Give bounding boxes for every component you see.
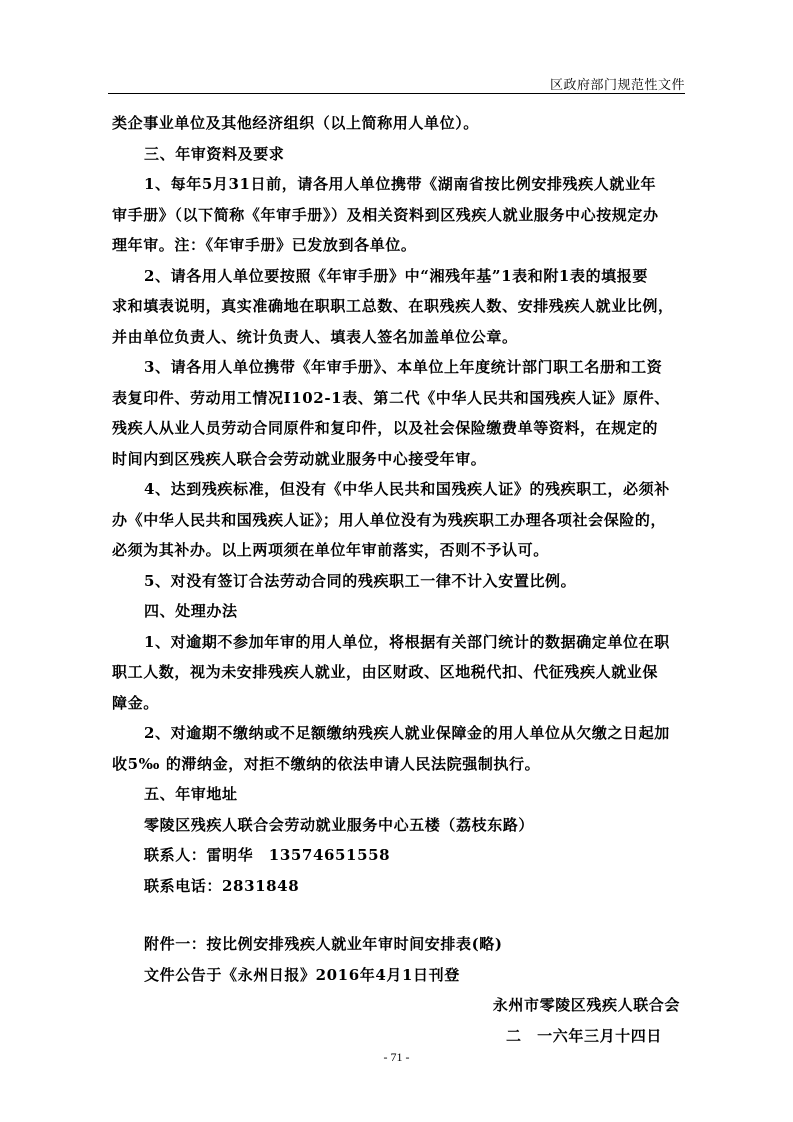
paragraph-line: 1、每年5月31日前，请各用人单位携带《湖南省按比例安排残疾人就业年 bbox=[144, 175, 657, 193]
paragraph-line: 职工人数，视为未安排残疾人就业，由区财政、区地税代扣、代征残疾人就业保 bbox=[112, 663, 659, 681]
paragraph-line: 理年审。注：《年审手册》已发放到各单位。 bbox=[112, 236, 417, 254]
attachment-note: 附件一：按比例安排残疾人就业年审时间安排表(略) bbox=[144, 935, 503, 953]
running-header: 区政府部门规范性文件 bbox=[549, 78, 685, 93]
document-body bbox=[112, 108, 684, 1051]
publication-note: 文件公告于《永州日报》2016年4月1日刊登 bbox=[144, 965, 460, 984]
paragraph-line: 类企事业单位及其他经济组织（以上简称用人单位）。 bbox=[112, 114, 479, 132]
paragraph-line: 并由单位负责人、统计负责人、填表人签名加盖单位公章。 bbox=[112, 327, 518, 346]
section-heading-3: 三、年审资料及要求 bbox=[144, 144, 285, 163]
paragraph-line: 残疾人从业人员劳动合同原件和复印件，以及社会保险缴费单等资料，在规定的 bbox=[112, 419, 659, 437]
paragraph-line: 3、请各用人单位携带《年审手册》、本单位上年度统计部门职工名册和工资 bbox=[144, 358, 663, 376]
contact-phone: 联系电话：2831848 bbox=[144, 876, 300, 895]
paragraph-line: 障金。 bbox=[112, 693, 159, 712]
issue-date: 二 一六年三月十四日 bbox=[505, 1026, 662, 1045]
paragraph-line: 表复印件、劳动用工情况I102-1表、第二代《中华人民共和国残疾人证》原件、 bbox=[112, 388, 670, 407]
paragraph-line: 办《中华人民共和国残疾人证》；用人单位没有为残疾职工办理各项社会保险的， bbox=[112, 510, 667, 529]
paragraph-line: 审手册》（以下简称《年审手册》）及相关资料到区残疾人就业服务中心按规定办 bbox=[112, 205, 659, 224]
paragraph-line: 5、对没有签订合法劳动合同的残疾职工一律不计入安置比例。 bbox=[144, 571, 577, 590]
header-rule bbox=[108, 93, 685, 94]
paragraph-line: 2、对逾期不缴纳或不足额缴纳残疾人就业保障金的用人单位从欠缴之日起加 bbox=[144, 724, 670, 742]
paragraph-line: 必须为其补办。以上两项须在单位年审前落实，否则不予认可。 bbox=[112, 541, 549, 559]
paragraph-line: 收5‰ 的滞纳金，对拒不缴纳的依法申请人民法院强制执行。 bbox=[112, 754, 541, 773]
paragraph-line: 4、达到残疾标准，但没有《中华人民共和国残疾人证》的残疾职工，必须补 bbox=[144, 480, 670, 498]
issuer-signature: 永州市零陵区残疾人联合会 bbox=[492, 996, 680, 1014]
paragraph-line: 2、请各用人单位要按照《年审手册》中“湘残年基”1表和附1表的填报要 bbox=[144, 266, 648, 285]
contact-person: 联系人：雷明华 13574651558 bbox=[144, 846, 391, 864]
paragraph-line: 1、对逾期不参加年审的用人单位，将根据有关部门统计的数据确定单位在职 bbox=[144, 632, 670, 651]
page-number: - 71 - bbox=[383, 1050, 410, 1064]
section-heading-5: 五、年审地址 bbox=[144, 785, 238, 803]
paragraph-line: 时间内到区残疾人联合会劳动就业服务中心接受年审。 bbox=[112, 449, 487, 468]
address-line: 零陵区残疾人联合会劳动就业服务中心五楼（荔枝东路） bbox=[144, 815, 535, 834]
section-heading-4: 四、处理办法 bbox=[144, 602, 238, 620]
paragraph-line: 求和填表说明，真实准确地在职职工总数、在职残疾人数、安排残疾人就业比例， bbox=[112, 297, 674, 315]
spacer bbox=[112, 901, 684, 929]
